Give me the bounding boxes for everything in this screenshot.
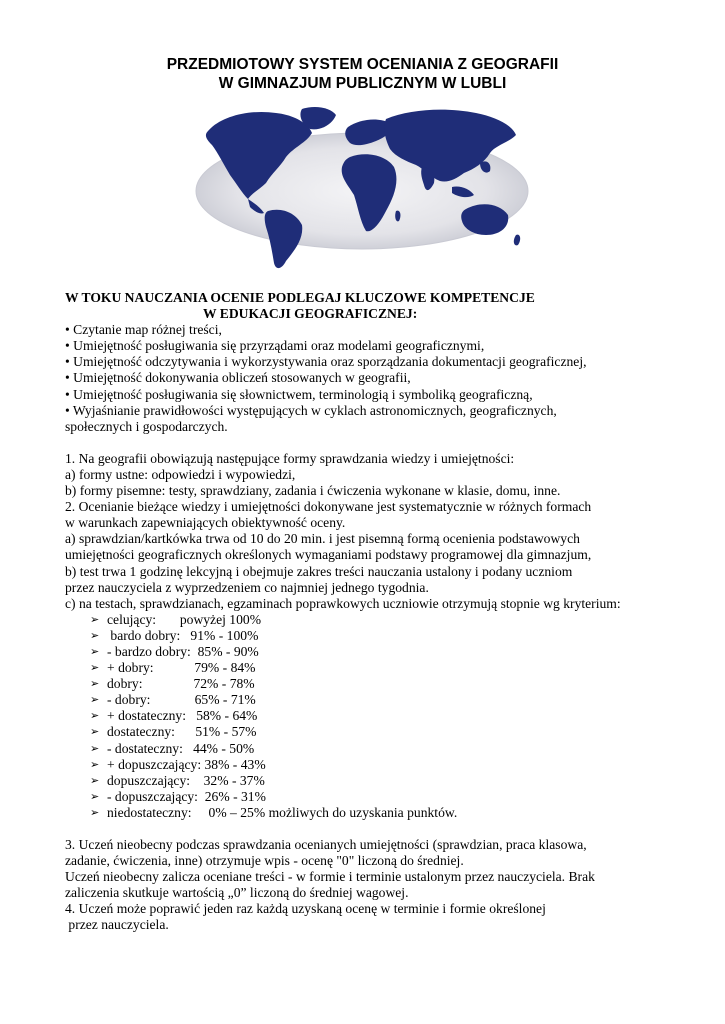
grade-item — [65, 757, 675, 773]
arrow-bullet-icon: ➢ — [90, 612, 100, 626]
grade-item — [65, 628, 675, 644]
grade-text: celujący: powyżej 100% — [107, 611, 262, 627]
rule-2c: c) na testach, sprawdzianach, egzaminach poprawkowych uczniowie otrzymują stopnie wg kryterium: — [65, 595, 621, 611]
arrow-bullet-icon: ➢ — [90, 677, 100, 691]
arrow-bullet-icon: ➢ — [90, 628, 100, 642]
arrow-bullet-icon: ➢ — [90, 757, 100, 771]
grade-item — [65, 741, 675, 757]
grade-text: dostateczny: 51% - 57% — [107, 724, 257, 740]
document-body — [65, 290, 675, 934]
grade-item — [65, 692, 675, 708]
grade-text: - dopuszczający: 26% - 31% — [107, 788, 266, 804]
list-item: • Umiejętność posługiwania się przyrządami oraz modelami geograficznymi, — [65, 338, 485, 354]
rule-4-line-2: przez nauczyciela. — [65, 917, 169, 933]
arrow-bullet-icon: ➢ — [90, 644, 100, 658]
rule-3b-line-2: zaliczenia skutkuje wartością „0” liczoną do średniej wagowej. — [65, 885, 409, 901]
arrow-bullet-icon: ➢ — [90, 693, 100, 707]
list-item: • Umiejętność odczytywania i wykorzystywania oraz sporządzania dokumentacji geograficznej, — [65, 354, 587, 370]
rule-2-line-1: 2. Ocenianie bieżące wiedzy i umiejętności dokonywane jest systematycznie w różnych formach — [65, 499, 592, 515]
rule-3b-line-1: Uczeń nieobecny zalicza oceniane treści - w formie i terminie ustalonym przez nauczyciela. Brak — [65, 869, 595, 885]
rule-2a-line-2: umiejętności geograficznych określonych wymaganiami podstawy programowej dla gimnazjum, — [65, 547, 592, 563]
rule-3-line-2: zadanie, ćwiczenia, inne) otrzymuje wpis - ocenę "0" liczoną do średniej. — [65, 853, 464, 869]
arrow-bullet-icon: ➢ — [90, 725, 100, 739]
grade-text: dobry: 72% - 78% — [107, 676, 255, 692]
grade-scale-list — [65, 612, 675, 821]
grade-text: - bardzo dobry: 85% - 90% — [107, 643, 259, 659]
title-line-2: W GIMNAZJUM PUBLICZNYM W LUBLI — [218, 75, 507, 92]
list-item: • Wyjaśnianie prawidłowości występujących w cyklach astronomicznych, geograficznych, — [65, 402, 557, 418]
section-heading — [65, 290, 675, 322]
grade-item — [65, 612, 675, 628]
grade-item — [65, 773, 675, 789]
rule-4-line-1: 4. Uczeń może poprawić jeden raz każdą uzyskaną ocenę w terminie i formie określonej — [65, 901, 546, 917]
list-item: • Umiejętność posługiwania się słownictwem, terminologią i symboliką geograficzną, — [65, 386, 533, 402]
rule-1: 1. Na geografii obowiązują następujące formy sprawdzania wiedzy i umiejętności: — [65, 450, 515, 466]
grade-item — [65, 660, 675, 676]
arrow-bullet-icon: ➢ — [90, 709, 100, 723]
section-heading-line-1: W TOKU NAUCZANIA OCENIE PODLEGAJ KLUCZOWE KOMPETENCJE — [65, 290, 535, 305]
arrow-bullet-icon: ➢ — [90, 805, 100, 819]
arrow-bullet-icon: ➢ — [90, 773, 100, 787]
grade-item — [65, 708, 675, 724]
grade-item — [65, 676, 675, 692]
grade-item — [65, 805, 675, 821]
grade-text: niedostateczny: 0% – 25% możliwych do uzyskania punktów. — [107, 804, 458, 820]
rule-2b-line-1: b) test trwa 1 godzinę lekcyjną i obejmuje zakres treści nauczania ustalony i podany uczniom — [65, 563, 573, 579]
grade-text: + dopuszczający: 38% - 43% — [107, 756, 266, 772]
grade-text: + dobry: 79% - 84% — [107, 660, 256, 676]
title-line-1: PRZEDMIOTOWY SYSTEM OCENIANIA Z GEOGRAFII — [166, 56, 559, 73]
grade-item — [65, 644, 675, 660]
list-item: • Czytanie map różnej treści, — [65, 322, 222, 338]
competence-list — [65, 322, 675, 435]
rule-3-line-1: 3. Uczeń nieobecny podczas sprawdzania ocenianych umiejętności (sprawdzian, praca klasowa, — [65, 837, 587, 852]
arrow-bullet-icon: ➢ — [90, 789, 100, 803]
rule-1b: b) formy pisemne: testy, sprawdziany, zadania i ćwiczenia wykonane w klasie, domu, inne. — [65, 483, 561, 499]
list-item: społecznych i gospodarczych. — [65, 418, 228, 434]
list-item: • Umiejętność dokonywania obliczeń stosowanych w geografii, — [65, 370, 411, 386]
grade-item — [65, 724, 675, 740]
rule-2b-line-2: przez nauczyciela z wyprzedzeniem co najmniej jednego tygodnia. — [65, 579, 429, 595]
arrow-bullet-icon: ➢ — [90, 741, 100, 755]
grade-text: bardo dobry: 91% - 100% — [107, 627, 259, 643]
grade-text: + dostateczny: 58% - 64% — [107, 708, 258, 724]
world-map-icon — [190, 103, 535, 273]
rule-2-line-2: w warunkach zapewniających obiektywność oceny. — [65, 515, 346, 531]
rule-2a-line-1: a) sprawdzian/kartkówka trwa od 10 do 20 min. i jest pisemną formą ocenienia podstawowych — [65, 531, 580, 547]
document-title — [0, 55, 725, 93]
arrow-bullet-icon: ➢ — [90, 661, 100, 675]
rule-1a: a) formy ustne: odpowiedzi i wypowiedzi, — [65, 466, 296, 482]
grade-text: - dostateczny: 44% - 50% — [107, 740, 255, 756]
grade-text: dopuszczający: 32% - 37% — [107, 772, 265, 788]
section-heading-line-2: W EDUKACJI GEOGRAFICZNEJ: — [203, 306, 418, 322]
grade-item — [65, 789, 675, 805]
grade-text: - dobry: 65% - 71% — [107, 692, 256, 708]
